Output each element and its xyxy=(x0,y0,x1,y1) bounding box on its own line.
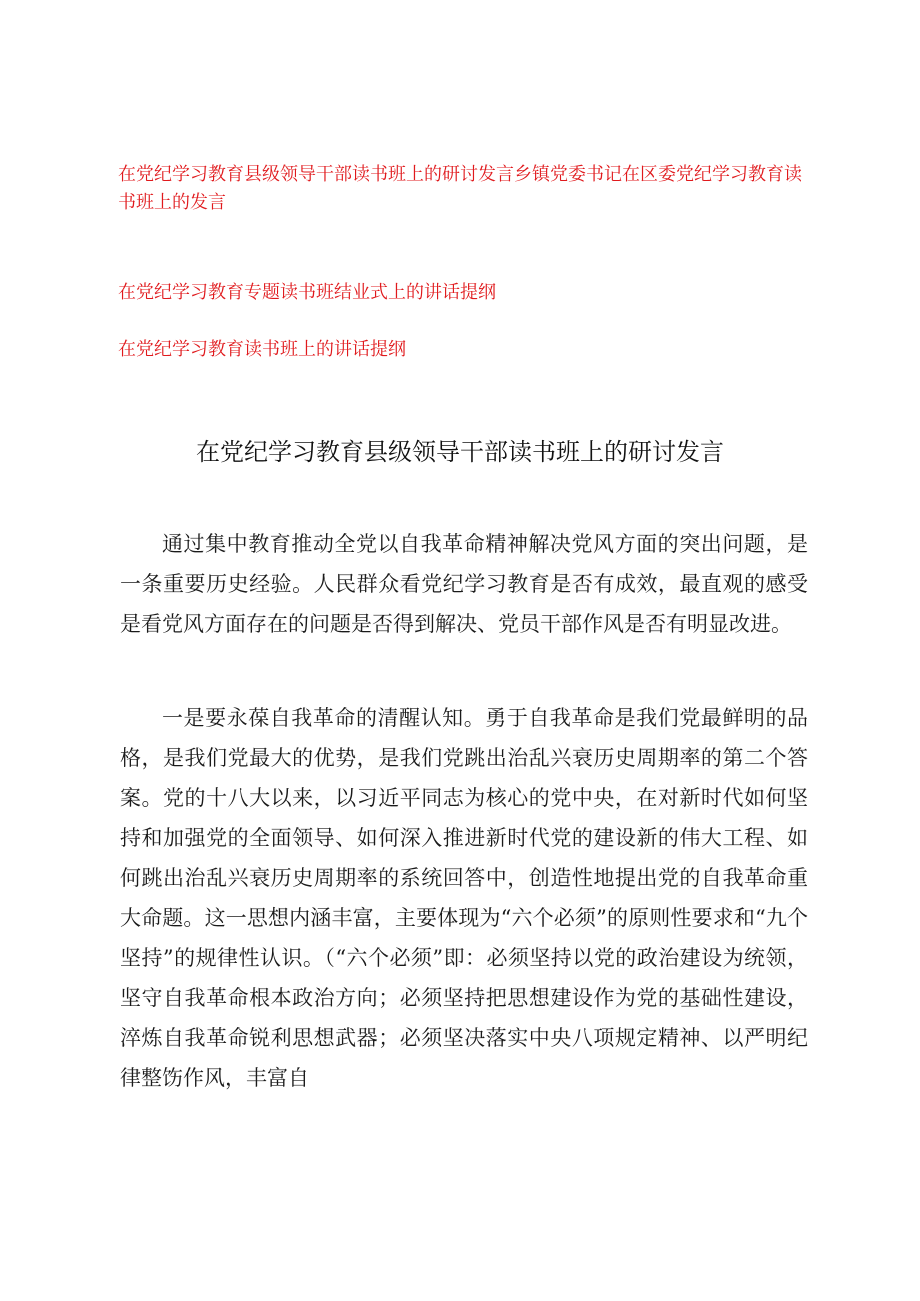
toc-link-2[interactable]: 在党纪学习教育专题读书班结业式上的讲话提纲 xyxy=(118,282,496,303)
toc-link-3[interactable]: 在党纪学习教育读书班上的讲话提纲 xyxy=(118,339,406,360)
document-title: 在党纪学习教育县级领导干部读书班上的研讨发言 xyxy=(196,438,724,466)
toc-link-1[interactable]: 在党纪学习教育县级领导干部读书班上的研讨发言乡镇党委书记在区委党纪学习教育读书班上的发言 xyxy=(118,164,802,213)
body-paragraph-2: 一是要永葆自我革命的清醒认知。勇于自我革命是我们党最鲜明的品格，是我们党最大的优势，是我们党跳出治乱兴衰历史周期率的第二个答案。党的十八大以来，以习近平同志为核心的党中央，在对新时代如何坚持和加强党的全面领导、如何深入推进新时代党的建设新的伟大工程、如何跳出治乱兴衰历史周期率的系统回答中，创造性地提出党的自我革命重大命题。这一思想内涵丰富，主要体现为“六个必须”的原则性要求和“九个坚持”的规律性认识。（“六个必须”即：必须坚持以党的政治建设为统领，坚守自我革命根本政治方向；必须坚持把思想建设作为党的基础性建设，淬炼自我革命锐利思想武器；必须坚决落实中央八项规定精神、以严明纪律整饬作风，丰富自 xyxy=(120,706,808,1090)
body-paragraph-1: 通过集中教育推动全党以自我革命精神解决党风方面的突出问题，是一条重要历史经验。人民群众看党纪学习教育是否有成效，最直观的感受是看党风方面存在的问题是否得到解决、党员干部作风是否有明显改进。 xyxy=(120,532,808,636)
